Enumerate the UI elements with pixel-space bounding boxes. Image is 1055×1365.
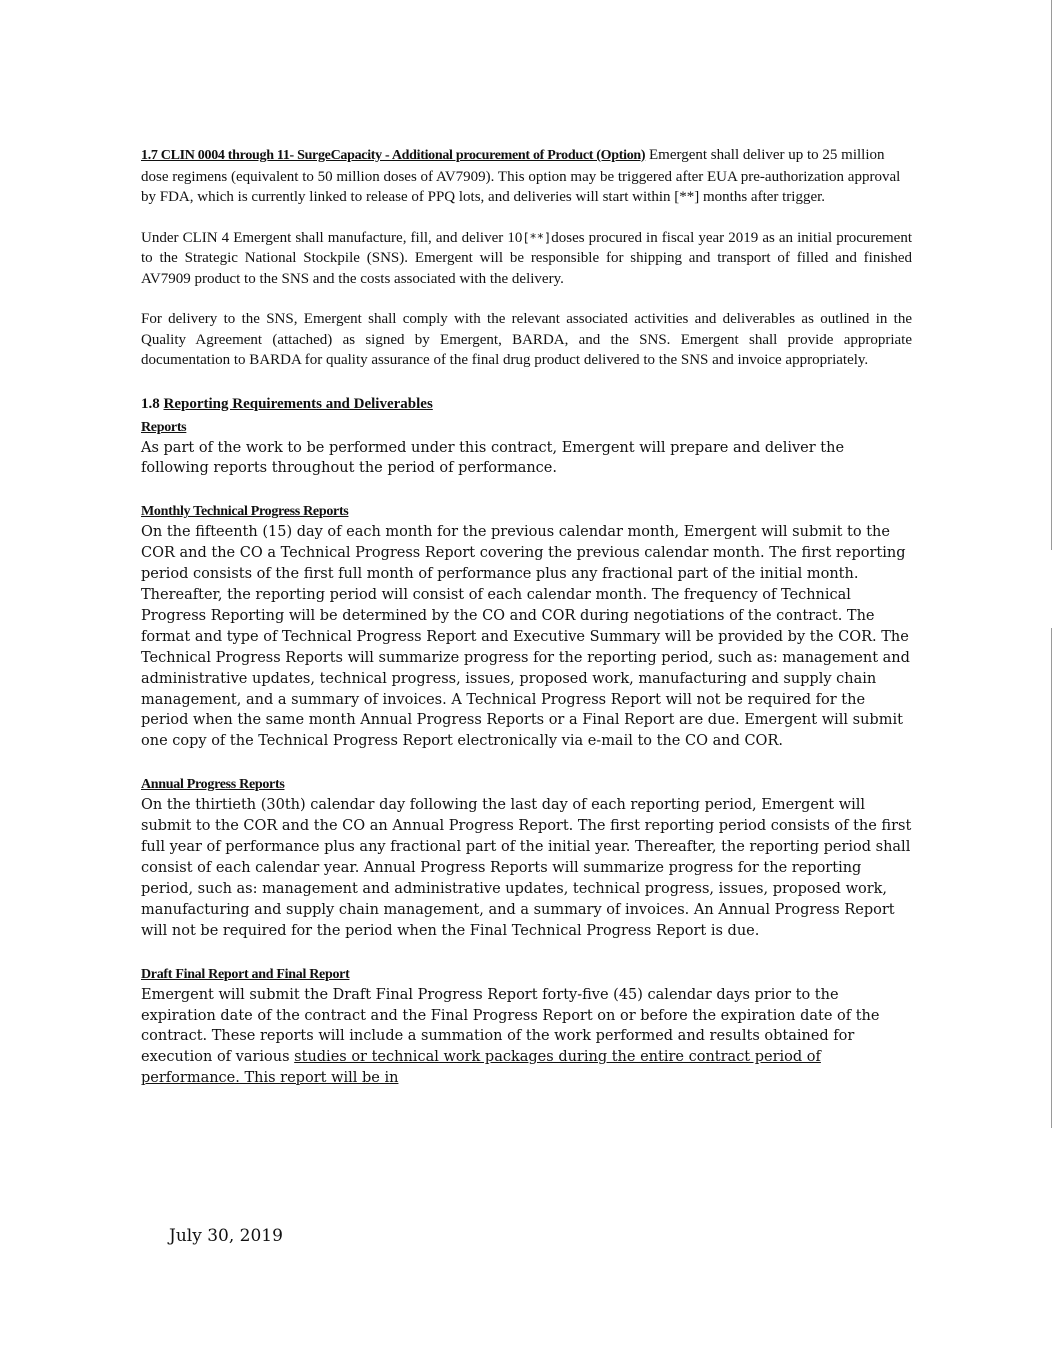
monthly-label-line [141, 501, 912, 522]
final-report-text-underlined: studies or technical work packages during the entire contract period of performance. This report will be in [141, 1049, 821, 1087]
section-1-8-number: 1.8 [141, 395, 164, 412]
section-1-8-title: Reporting Requirements and Deliverables [163, 395, 433, 412]
final-report-text: Emergent will submit the Draft Final Progress Report forty-five (45) calendar days prior to the expiration date of the contract and the Final Progress Report on or before the expiration date of the contract. These reports will include a summation of the work performed and results obtained for execution of various [141, 986, 880, 1066]
reports-intro-paragraph: As part of the work to be performed under this contract, Emergent will prepare and deliver the following reports throughout the period of performance. [141, 439, 845, 477]
section-1-7-heading: 1.7 CLIN 0004 through 11- SurgeCapacity - Additional procurement of Product (Option) [141, 148, 646, 163]
clin-4-text-a: Under CLIN 4 Emergent shall manufacture, fill, and deliver 10 [141, 229, 523, 246]
clin-4-paragraph [141, 228, 912, 290]
annual-reports-label: Annual Progress Reports [141, 777, 285, 793]
annual-label-line [141, 774, 912, 795]
reports-label: Reports [141, 419, 187, 435]
monthly-reports-label: Monthly Technical Progress Reports [141, 504, 349, 520]
page-edge-line-top [1051, 0, 1052, 550]
footer-date: July 30, 2019 [169, 1226, 283, 1246]
final-report-label: Draft Final Report and Final Report [141, 966, 350, 982]
annual-reports-paragraph: On the thirtieth (30th) calendar day following the last day of each reporting period, Emergent will submit to the COR and the CO an Annual Progress Report. The first reporting period consists of the first full year of performance plus any fractional part of the initial year. Thereafter, the reporting period shall consist of each calendar year. Annual Progress Reports will summarize progress for the reporting period, such as: management and administrative updates, technical progress, issues, proposed work, manufacturing and supply chain management, and a summary of invoices. An Annual Progress Report will not be required for the period when the Final Technical Progress Report is due. [141, 797, 912, 939]
clin-4-text-b: doses procured in fiscal year 2019 as an initial procurement to the Strategic National Stockpile (SNS). Emergent will be responsible for shipping and transport of filled and finished AV7909 product to the SNS and the costs associated with the delivery. [141, 229, 912, 287]
section-1-8-heading [141, 394, 912, 414]
redaction-marker: [**] [522, 230, 552, 245]
final-label-line [141, 964, 912, 985]
reports-label-line [141, 417, 912, 438]
section-1-7-intro [141, 145, 912, 208]
page-edge-line-bottom [1051, 628, 1052, 1128]
document-page [141, 145, 912, 1089]
monthly-reports-paragraph: On the fifteenth (15) day of each month for the previous calendar month, Emergent will submit to the COR and the CO a Technical Progress Report covering the previous calendar month. The first reporting period consists of the first full month of performance plus any fractional part of the initial month. Thereafter, the reporting period will consist of each calendar month. The frequency of Technical Progress Reporting will be determined by the CO and COR during negotiations of the contract. The format and type of Technical Progress Report and Executive Summary will be provided by the COR. The Technical Progress Reports will summarize progress for the reporting period, such as: management and administrative updates, technical progress, issues, proposed work, manufacturing and supply chain management, and a summary of invoices. A Technical Progress Report will not be required for the period when the same month Annual Progress Reports or a Final Report are due. Emergent will submit one copy of the Technical Progress Report electronically via e-mail to the CO and COR. [141, 524, 910, 750]
sns-delivery-paragraph: For delivery to the SNS, Emergent shall comply with the relevant associated activities and deliverables as outlined in the Quality Agreement (attached) as signed by Emergent, BARDA, and the SNS. Emergent shall provide appropriate documentation to BARDA for quality assurance of the final drug product delivered to the SNS and invoice appropriately. [141, 311, 912, 368]
final-report-paragraph [141, 985, 912, 1090]
section-1-7-intro-text: Emergent shall deliver up to 25 million dose regimens (equivalent to 50 million doses of AV7909). This option may be triggered after EUA pre-authorization approval by FDA, which is currently linked to release of PPQ lots, and deliveries will start within [**] months after trigger. [141, 147, 901, 205]
